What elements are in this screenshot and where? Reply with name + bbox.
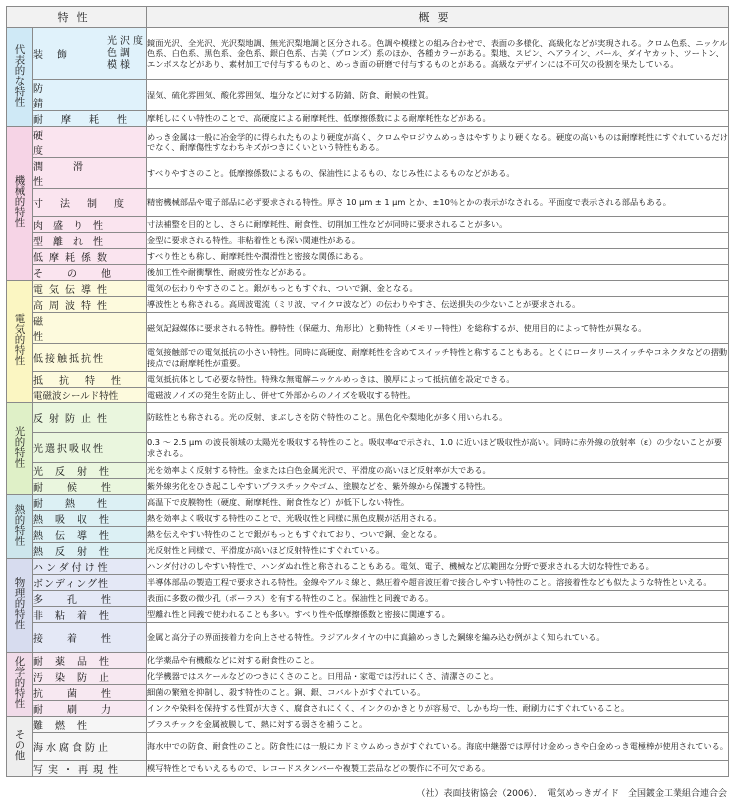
item-flame-retardance: 難燃性 bbox=[33, 717, 147, 733]
group-label-optical: 光的特性 bbox=[7, 403, 33, 495]
group-label-other: その他 bbox=[7, 717, 33, 777]
desc-high-frequency: 導波性とも称される。高周波電流（ミリ波、マイクロ波など）の伝わりやすさ、伝送損失の少ないことが要求される。 bbox=[147, 297, 729, 313]
table-row bbox=[7, 388, 729, 403]
item-high-frequency: 高周波特性 bbox=[33, 297, 147, 313]
group-label-representative: 代表的な特性 bbox=[7, 28, 33, 127]
group-label-thermal: 熱的特性 bbox=[7, 495, 33, 559]
item-lubricity: 潤滑性 bbox=[33, 158, 147, 189]
desc-conductivity: 電気の伝わりやすさのこと。銀がもっともすぐれ、ついで銅、金となる。 bbox=[147, 281, 729, 297]
item-mold-release: 型離れ性 bbox=[33, 233, 147, 249]
table-row bbox=[7, 607, 729, 623]
table-row bbox=[7, 127, 729, 158]
table-row bbox=[7, 281, 729, 297]
desc-magnetism: 磁気記録媒体に要求される特性。静特性（保磁力、角形比）と動特性（メモリー特性）を総称するが、使用目的によって特性が異なる。 bbox=[147, 313, 729, 344]
item-heat-absorption: 熱吸収性 bbox=[33, 511, 147, 527]
table-row bbox=[7, 717, 729, 733]
desc-resistance: 電気抵抗体として必要な特性。特殊な無電解ニッケルめっきは、膜厚によって抵抗値を設定できる。 bbox=[147, 372, 729, 388]
desc-buildup: 寸法補整を目的とし、さらに耐摩耗性、耐食性、切削加工性などが同時に要求されることが多い。 bbox=[147, 217, 729, 233]
desc-selective-absorption: 0.3 ～ 2.5 μm の波長領域の太陽光を吸収する特性のこと。吸収率αで示され、1.0 に近いほど吸収性が高い。同時に赤外線の放射率（ε）の少ないことが要求される。 bbox=[147, 433, 729, 463]
table-row bbox=[7, 28, 729, 80]
desc-adhesion: 金属と高分子の界面接着力を向上させる特性。ラジアルタイヤの中に真鍮めっきした鋼線を編み込む例がよく知られている。 bbox=[147, 623, 729, 653]
source-citation: （社）表面技術協会（2006）． 電気めっきガイド 全国鍍金工業組合連合会 bbox=[416, 789, 727, 799]
table-row bbox=[7, 511, 729, 527]
item-dimensional-accuracy: 寸法制度 bbox=[33, 189, 147, 217]
item-decoration-left: 装飾 bbox=[33, 50, 81, 61]
table-row bbox=[7, 297, 729, 313]
item-decoration-pattern: 模様 bbox=[107, 59, 133, 71]
item-print-durability: 耐刷力 bbox=[33, 701, 147, 717]
group-label-physical: 物理的特性 bbox=[7, 559, 33, 653]
item-decoration-color: 色調 bbox=[107, 47, 133, 59]
item-seawater-corrosion: 海水腐食防止 bbox=[33, 733, 147, 761]
table-row bbox=[7, 543, 729, 559]
group-label-electrical: 電気的特性 bbox=[7, 281, 33, 403]
item-porosity: 多孔性 bbox=[33, 591, 147, 607]
desc-antibacterial: 細菌の繁殖を抑制し、殺す特性のこと。銅、銀、コバルトがすぐれている。 bbox=[147, 685, 729, 701]
table-row bbox=[7, 527, 729, 543]
desc-light-reflection: 光を効率よく反射する特性。金または白色金属光沢で、平滑度の高いほど反射率が大である。 bbox=[147, 463, 729, 479]
item-buildup: 肉盛り性 bbox=[33, 217, 147, 233]
desc-heat-reflection: 光反射性と同様で、平滑度が高いほど反射特性にすぐれている。 bbox=[147, 543, 729, 559]
item-heat-resistance: 耐熱性 bbox=[33, 495, 147, 511]
table-row bbox=[7, 80, 729, 111]
item-mech-other: その他 bbox=[33, 265, 147, 281]
desc-seawater-corrosion: 海水中での防食、耐食性のこと。防食性には一般にカドミウムめっきがすぐれている。海底中継器では厚付け金めっきや白金めっき電極棒が使用されている。 bbox=[147, 733, 729, 761]
desc-low-friction: すべり性とも称し、耐摩耗性や潤滑性と密接な関係にある。 bbox=[147, 249, 729, 265]
table-row bbox=[7, 313, 729, 344]
item-reproducibility: 写実・再現性 bbox=[33, 761, 147, 777]
item-selective-absorption: 光選択吸収性 bbox=[33, 433, 147, 463]
table-row bbox=[7, 495, 729, 511]
table-row bbox=[7, 158, 729, 189]
item-decoration-gloss: 光沢度 bbox=[107, 35, 146, 47]
table-row bbox=[7, 653, 729, 669]
table-row bbox=[7, 669, 729, 685]
group-label-chemical: 化学的特性 bbox=[7, 653, 33, 717]
header-row bbox=[7, 7, 729, 28]
table-row bbox=[7, 623, 729, 653]
table-row bbox=[7, 685, 729, 701]
item-solderability: ハンダ付け性 bbox=[33, 559, 147, 575]
item-em-shield: 電磁波シールド特性 bbox=[33, 388, 147, 403]
item-low-contact-resistance: 低接触抵抗性 bbox=[33, 344, 147, 372]
desc-decoration: 鏡面光沢、全光沢、光沢梨地調、無光沢梨地調と区分される。色調や模様との組み合わせで、表面の多様化、高級化などが実現される。クロム色系、ニッケル色系、白色系、黒色系、金色系、銀白色系、古美（ブロンズ）系のほか、各種カラーがある。梨地、スピン、ヘアライン、パール、ダイヤカット、ツートン、エンボスなどがあり、素材加工で付与するものと、めっき面の研磨で付与するものとがある。高級なデザインには不可欠の役割を果たしている。 bbox=[147, 28, 729, 80]
table-row bbox=[7, 111, 729, 127]
item-adhesion: 接着性 bbox=[33, 623, 147, 653]
desc-chemical-resistance: 化学薬品や有機酸などに対する耐食性のこと。 bbox=[147, 653, 729, 669]
item-bondability: ボンディング性 bbox=[33, 575, 147, 591]
desc-bondability: 半導体部品の製造工程で要求される特性。金線やアルミ線と、熱圧着や超音波圧着で接合しやすい特性のこと。溶接着性なども似たような特性といえる。 bbox=[147, 575, 729, 591]
desc-non-stick: 型離れ性と同義で使われることも多い。すべり性や低摩擦係数と密接に関連する。 bbox=[147, 607, 729, 623]
item-light-reflection: 光反射性 bbox=[33, 463, 147, 479]
desc-mech-other: 後加工性や耐衝撃性、耐疲労性などがある。 bbox=[147, 265, 729, 281]
table-row bbox=[7, 344, 729, 372]
item-wear-resistance: 耐摩耗性 bbox=[33, 111, 147, 127]
header-characteristic: 特性 bbox=[7, 7, 147, 28]
item-weather-resistance: 耐候性 bbox=[33, 479, 147, 495]
item-antifouling: 汚染防止 bbox=[33, 669, 147, 685]
item-chemical-resistance: 耐薬品性 bbox=[33, 653, 147, 669]
table-row bbox=[7, 701, 729, 717]
item-low-friction: 低摩耗係数 bbox=[33, 249, 147, 265]
table-row bbox=[7, 591, 729, 607]
header-summary: 概要 bbox=[147, 7, 729, 28]
item-resistance: 抵抗特性 bbox=[33, 372, 147, 388]
table-row bbox=[7, 575, 729, 591]
desc-lubricity: すべりやすさのこと。低摩擦係数によるもの、保油性によるもの、なじみ性によるものなどがある。 bbox=[147, 158, 729, 189]
desc-antireflection: 防眩性とも称される。光の反射、まぶしさを防ぐ特性のこと。黒色化や梨地化が多く用いられる。 bbox=[147, 403, 729, 433]
item-non-stick: 非粘着性 bbox=[33, 607, 147, 623]
desc-em-shield: 電磁波ノイズの発生を防止し、併せて外部からのノイズを吸収する特性。 bbox=[147, 388, 729, 403]
item-rust-prevention: 防錆 bbox=[33, 80, 147, 111]
table-row bbox=[7, 463, 729, 479]
desc-wear-resistance: 摩耗しにくい特性のことで、高硬度による耐摩耗性、低摩擦係数による耐摩耗性などがある。 bbox=[147, 111, 729, 127]
item-antireflection: 反射防止性 bbox=[33, 403, 147, 433]
table-row bbox=[7, 233, 729, 249]
item-conductivity: 電気伝導性 bbox=[33, 281, 147, 297]
desc-reproducibility: 模写特性とでもいえるもので、レコードスタンパーや複製工芸品などの製作に不可欠である。 bbox=[147, 761, 729, 777]
table-row bbox=[7, 265, 729, 281]
table-row bbox=[7, 189, 729, 217]
table-row bbox=[7, 403, 729, 433]
table-row bbox=[7, 733, 729, 761]
characteristics-table bbox=[6, 6, 729, 777]
desc-solderability: ハンダ付けのしやすい特性で、ハンダぬれ性と称されることもある。電気、電子、機械など広範囲な分野で要求される大切な特性である。 bbox=[147, 559, 729, 575]
desc-thermal-conductivity: 熱を伝えやすい特性のことで銀がもっともすぐれており、ついで銅、金となる。 bbox=[147, 527, 729, 543]
item-heat-reflection: 熱反射性 bbox=[33, 543, 147, 559]
table-row bbox=[7, 559, 729, 575]
group-label-mechanical: 機械的特性 bbox=[7, 127, 33, 281]
desc-rust-prevention: 湿気、硫化雰囲気、酸化雰囲気、塩分などに対する防錆、防食、耐候の性質。 bbox=[147, 80, 729, 111]
desc-dimensional-accuracy: 精密機械部品や電子部品に必ず要求される特性。厚さ 10 μm ± 1 μm とか、±10％とかの表示がなされる。平面度で表示される部品もある。 bbox=[147, 189, 729, 217]
desc-low-contact-resistance: 電気接触部での電気抵抗の小さい特性。同時に高硬度、耐摩耗性を含めてスイッチ特性と称することもある。とくにロータリースイッチやコネクタなどの摺動接点では耐摩耗性が重要。 bbox=[147, 344, 729, 372]
item-hardness: 硬度 bbox=[33, 127, 147, 158]
table-row bbox=[7, 761, 729, 777]
desc-hardness: めっき金属は一般に冶金学的に得られたものより硬度が高く、クロムやロジウムめっきはやすりより硬くなる。硬度の高いものは耐摩耗性にすぐれているだけでなく、耐摩傷性すなわちキズがつきにくいという特性もある。 bbox=[147, 127, 729, 158]
item-antibacterial: 抗菌性 bbox=[33, 685, 147, 701]
table-row bbox=[7, 217, 729, 233]
desc-flame-retardance: プラスチックを金属被膜して、熱に対する弱さを補うこと。 bbox=[147, 717, 729, 733]
desc-print-durability: インクや染料を保持する性質が大きく、腐食されにくく、インクのかきとりが容易で、しかも均一性、耐刷力にすぐれていること。 bbox=[147, 701, 729, 717]
desc-porosity: 表面に多数の微少孔（ポーラス）を有する特性のこと。保油性と同義である。 bbox=[147, 591, 729, 607]
desc-weather-resistance: 紫外線劣化をひき起こしやすいプラスチックやゴム、塗膜などを、紫外線から保護する特性。 bbox=[147, 479, 729, 495]
desc-mold-release: 金型に要求される特性。非粘着性とも深い関連性がある。 bbox=[147, 233, 729, 249]
desc-heat-resistance: 高温下で皮膜物性（硬度、耐摩耗性、耐食性など）が低下しない特性。 bbox=[147, 495, 729, 511]
table-row bbox=[7, 479, 729, 495]
table-row bbox=[7, 433, 729, 463]
desc-antifouling: 化学機器ではスケールなどのつきにくさのこと。日用品・家電では汚れにくさ、清潔さのこと。 bbox=[147, 669, 729, 685]
item-decoration bbox=[33, 28, 147, 80]
item-magnetism: 磁性 bbox=[33, 313, 147, 344]
desc-heat-absorption: 熱を効率よく吸収する特性のことで、光吸収性と同様に黒色皮膜が活用される。 bbox=[147, 511, 729, 527]
item-thermal-conductivity: 熱伝導性 bbox=[33, 527, 147, 543]
table-row bbox=[7, 249, 729, 265]
table-row bbox=[7, 372, 729, 388]
